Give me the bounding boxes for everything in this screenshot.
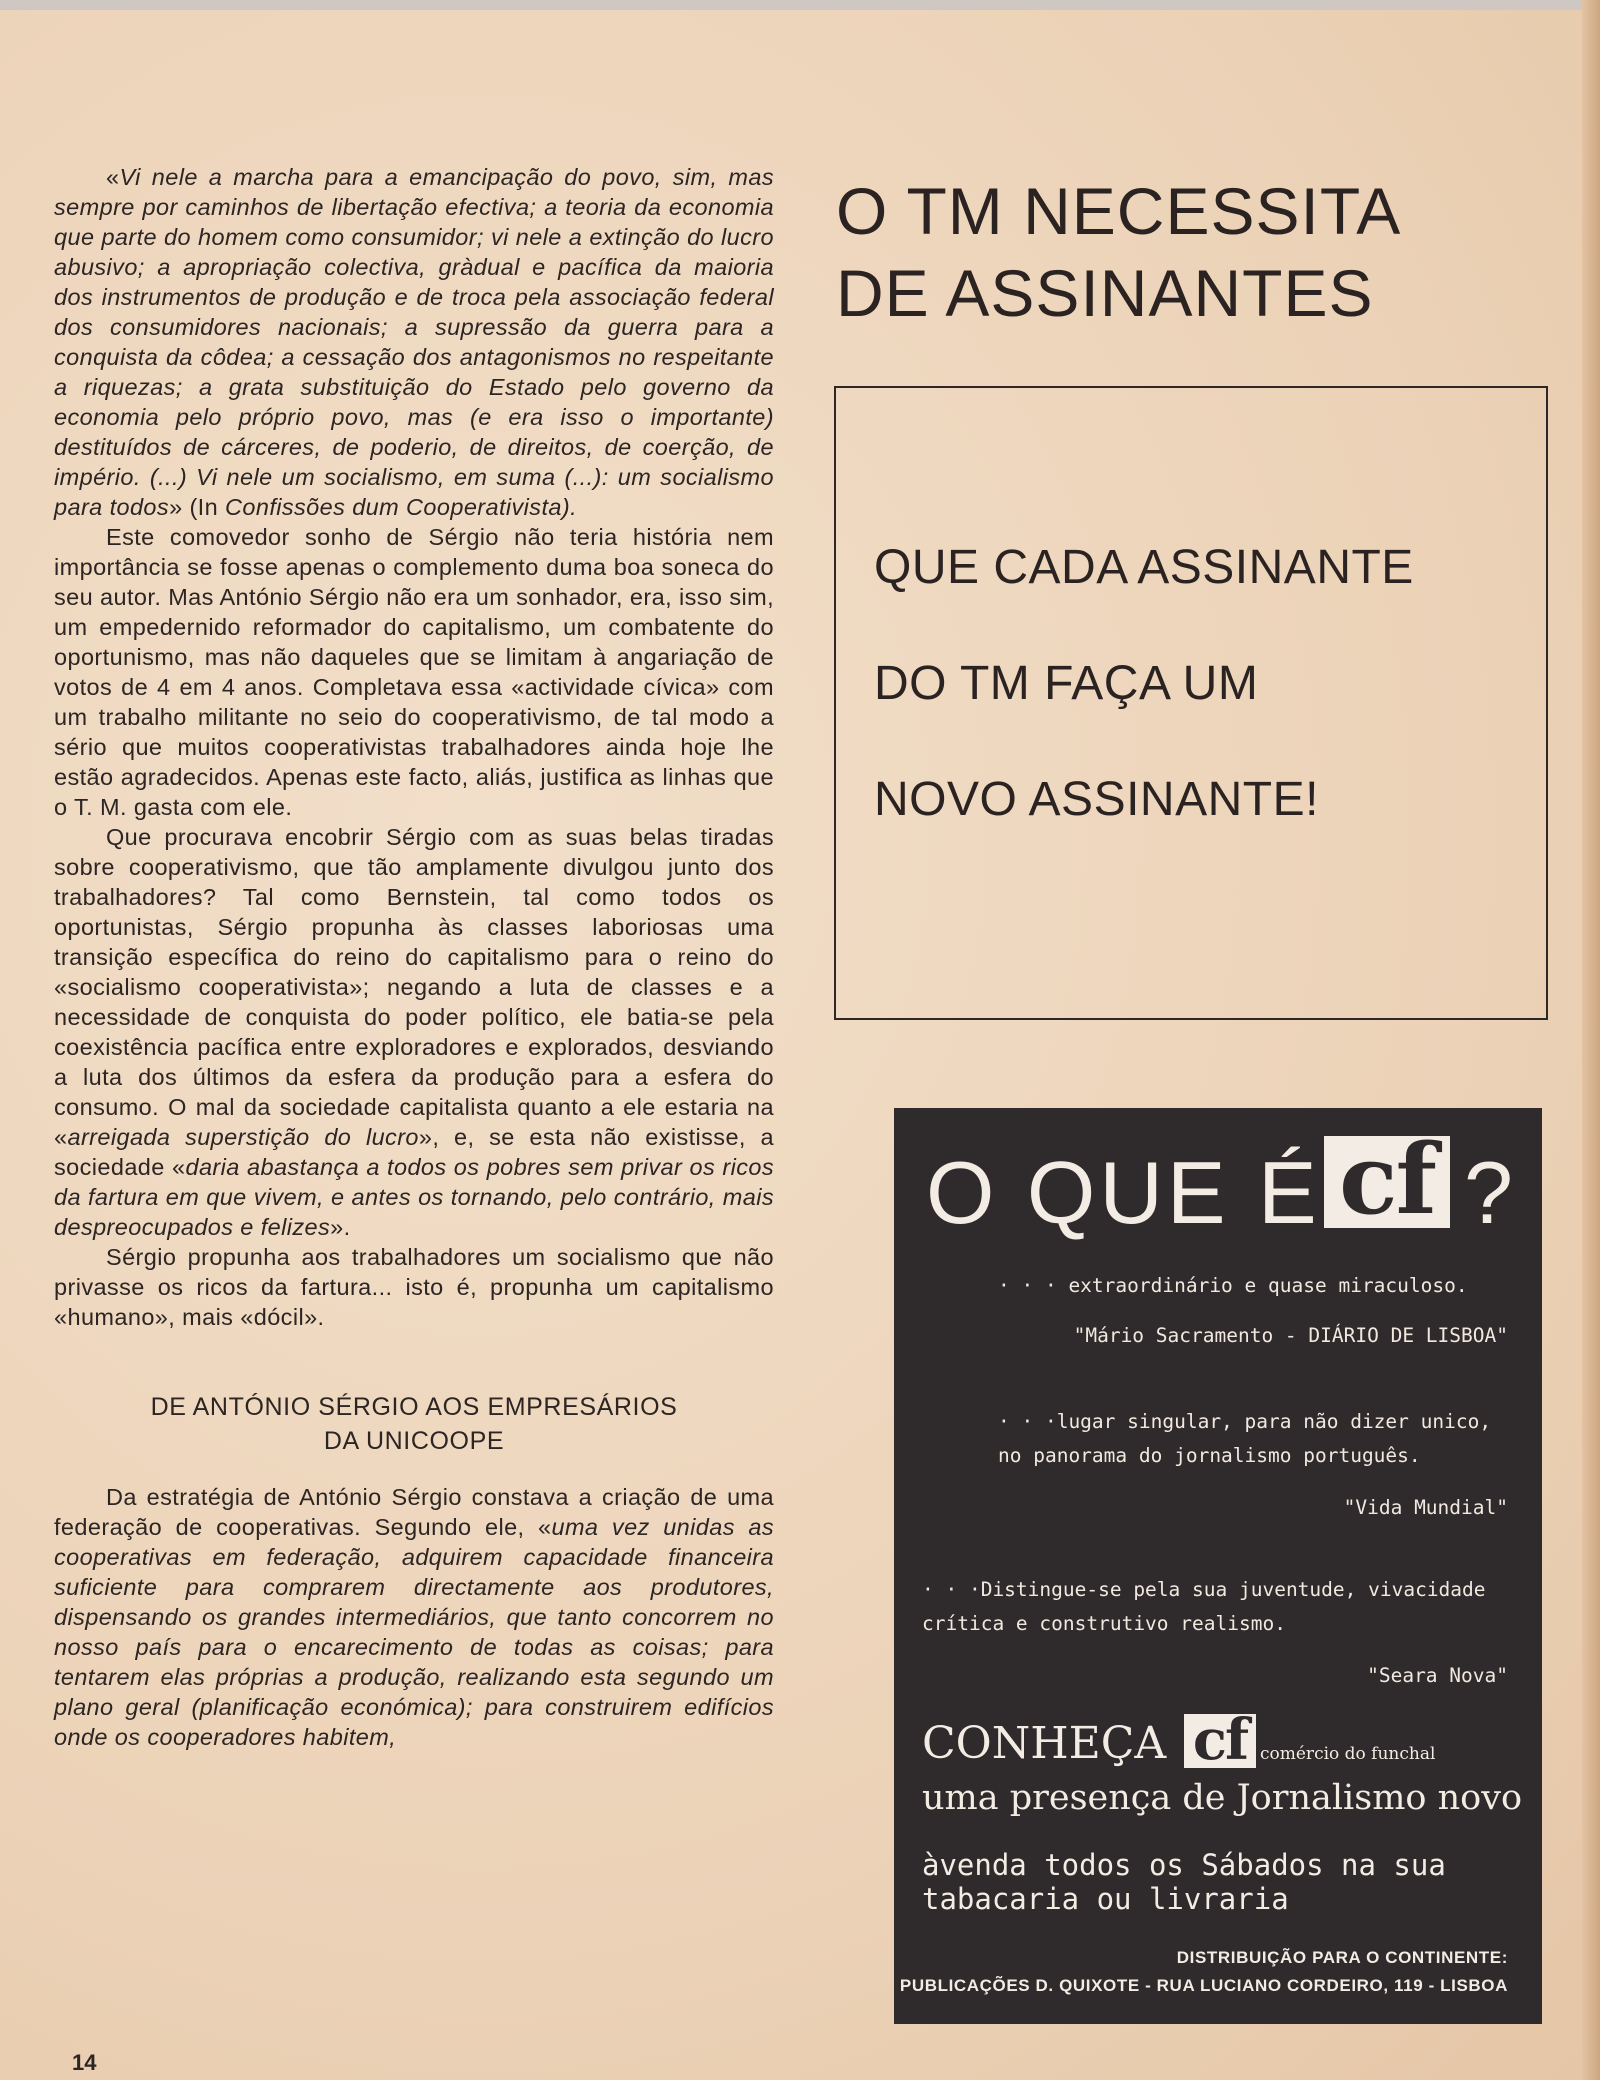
ad-conheca: CONHEÇA: [922, 1718, 1167, 1769]
article-paragraph-4: Sérgio propunha aos trabalhadores um socialismo que não privasse os ricos da fartura... isto é, propunha um capitalismo «humano», mais «dócil».: [54, 1244, 774, 1330]
text-run: », e, se esta não existisse, a sociedade «: [54, 1124, 774, 1180]
ad-quote-3-line-1: · · ·Distingue-se pela sua juventude, vivacidade: [922, 1578, 1486, 1601]
cf-logo: cf: [1324, 1136, 1450, 1228]
article-paragraph-2: Este comovedor sonho de Sérgio não teria história nem importância se fosse apenas o complemento duma boa soneca do seu autor. Mas António Sérgio não era um sonhador, era, isso sim, um empedernido reformador do capitalismo, um combatente do oportunismo, mas não daqueles que se limitam à angariação de votos de 4 em 4 anos. Completava essa «actividade cívica» com um trabalho militante no seio do cooperativismo, de tal modo a sério que muitos cooperativistas trabalhadores ainda hoje lhe estão agradecidos. Apenas este facto, aliás, justifica as linhas que o T. M. gasta com ele.: [54, 524, 774, 820]
page-right-edge: [1582, 0, 1600, 2080]
article-quote-paragraph: [54, 162, 774, 522]
italic-text-run: daria abastança a todos os pobres sem privar os ricos da fartura em que vivem, e antes os tornando, pelo contrário, mais despreocupados e felizes: [54, 1154, 774, 1240]
ad-quote-2-line-2: no panorama do jornalismo português.: [998, 1444, 1421, 1467]
text-run: Que procurava encobrir Sérgio com as suas belas tiradas sobre cooperativismo, que tão amplamente divulgou junto dos trabalhadores? Tal como Bernstein, tal como todos os oportunistas, Sérgio propunha às classes laboriosas uma transição específica do reino do capitalismo para o reino do «socialismo cooperativista»; negando a luta de classes e a necessidade de conquista do poder político, ele batia-se pela coexistência pacífica entre exploradores e explorados, desviando a luta dos últimos da esfera da produção para a esfera do consumo. O mal da sociedade capitalista quanto a ele estaria na «: [54, 824, 774, 1150]
ad-source-2: "Vida Mundial": [1343, 1496, 1508, 1519]
text-run: Da estratégia de António Sérgio constava a criação de uma federação de cooperativas. Segundo ele, «: [54, 1484, 774, 1540]
ad-title: O QUE É: [926, 1143, 1321, 1242]
ad-distribution-line-2: PUBLICAÇÕES D. QUIXOTE - RUA LUCIANO CORDEIRO, 119 - LISBOA: [899, 1976, 1508, 1995]
ad-sales-info: [922, 1848, 1446, 1916]
italic-text-run: Confissões dum Cooperativista).: [225, 494, 578, 520]
article-paragraph-5: [54, 1482, 774, 1752]
appeal-line-3: NOVO ASSINANTE!: [874, 773, 1319, 826]
ad-quote-3-line-2: crítica e construtivo realismo.: [922, 1612, 1286, 1635]
ad-quote-2-line-1: · · ·lugar singular, para não dizer unico,: [998, 1410, 1492, 1433]
appeal-line-1: QUE CADA ASSINANTE: [874, 541, 1414, 594]
page-top-edge: [0, 0, 1600, 10]
text-run: » (In: [169, 494, 226, 520]
headline: [836, 170, 1556, 334]
article-paragraph-3: [54, 822, 774, 1242]
headline-line-2: DE ASSINANTES: [836, 256, 1374, 330]
ad-quote-1: · · · extraordinário e quase miraculoso.: [998, 1274, 1468, 1297]
cf-logo-small: cf: [1184, 1714, 1256, 1768]
cf-advertisement: [894, 1108, 1542, 2024]
italic-text-run: arreigada superstição do lucro: [67, 1124, 419, 1150]
text-run: ».: [330, 1214, 351, 1240]
ad-source-3: "Seara Nova": [1367, 1664, 1508, 1687]
ad-brand-name: comércio do funchal: [1260, 1744, 1436, 1764]
appeal-line-2: DO TM FAÇA UM: [874, 657, 1259, 710]
page-number: 14: [72, 2050, 97, 2075]
text-run: «: [106, 164, 120, 190]
article-column: [54, 162, 774, 1752]
ad-source-1: "Mário Sacramento - DIÁRIO DE LISBOA": [1073, 1324, 1508, 1347]
subscriber-appeal-box: [834, 386, 1548, 1020]
italic-text-run: uma vez unidas as cooperativas em federação, adquirem capacidade financeira suficiente para comprarem directamente aos produtores, dispensando os grandes intermediários, que tanto concorrem no nosso país para o encarecimento de todas as coisas; para tentarem elas próprias a produção, realizando esta segundo um plano geral (planificação económica); para construirem edifícios onde os cooperadores habitem,: [54, 1514, 774, 1750]
ad-question-mark: ?: [1464, 1143, 1513, 1242]
ad-sales-line-2: tabacaria ou livraria: [922, 1882, 1289, 1916]
ad-distribution-line-1: DISTRIBUIÇÃO PARA O CONTINENTE:: [1176, 1948, 1508, 1967]
ad-tagline: uma presença de Jornalismo novo: [922, 1778, 1523, 1818]
subheading-line-1: DE ANTÓNIO SÉRGIO AOS EMPRESÁRIOS: [150, 1393, 678, 1421]
section-subheading: [54, 1390, 774, 1458]
headline-line-1: O TM NECESSITA: [836, 174, 1402, 248]
ad-sales-line-1: àvenda todos os Sábados na sua: [922, 1848, 1446, 1882]
italic-text-run: Vi nele a marcha para a emancipação do povo, sim, mas sempre por caminhos de libertação efectiva; a teoria da economia que parte do homem como consumidor; vi nele a extinção do lucro abusivo; a apropriação colectiva, gràdual e pacífica da maioria dos instrumentos de produção e de troca pela associação federal dos consumidores nacionais; a supressão da guerra para a conquista da côdea; a cessação dos antagonismos no respeitante a riquezas; a grata substituição do Estado pelo governo da economia pelo próprio povo, mas (e era isso o importante) destituídos de cárceres, de poderio, de direitos, de coerção, de império. (...) Vi nele um socialismo, em suma (...): um socialismo para todos: [54, 164, 774, 520]
headline-block: [836, 170, 1556, 334]
subheading-line-2: DA UNICOOPE: [323, 1427, 505, 1455]
